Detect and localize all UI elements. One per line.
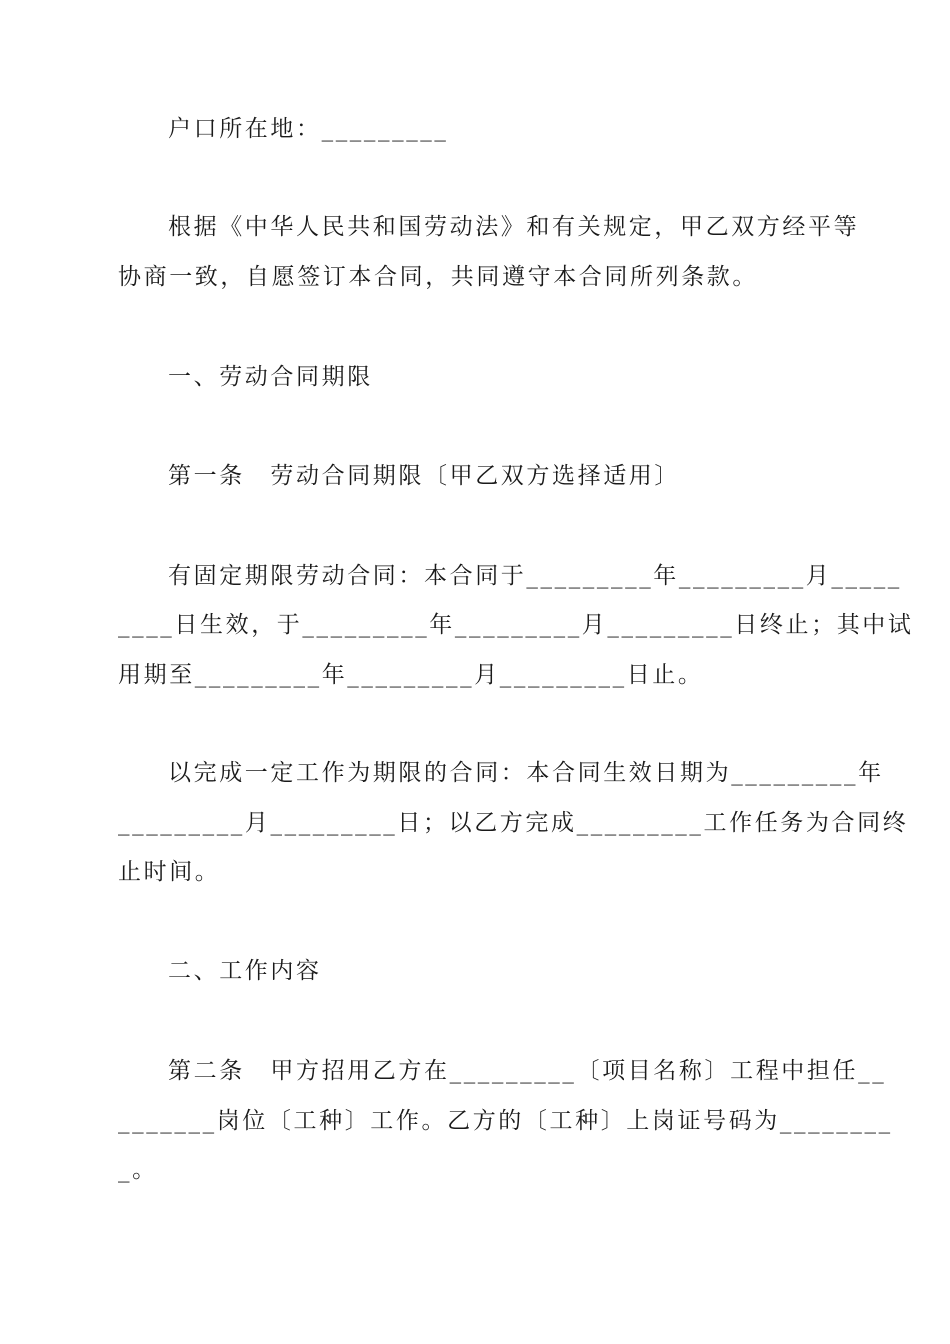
household-registration-line: 户口所在地：_________ <box>168 116 449 142</box>
article-1-heading: 第一条 劳动合同期限〔甲乙双方选择适用〕 <box>168 463 680 489</box>
task-term-line-2: _________月_________日；以乙方完成_________工作任务为合同终 <box>118 810 909 836</box>
task-term-line-3: 止时间。 <box>118 859 221 885</box>
article-2-line-1: 第二条 甲方招用乙方在_________〔项目名称〕工程中担任__ <box>168 1058 887 1084</box>
fixed-term-line-3: 用期至_________年_________月_________日止。 <box>118 662 704 688</box>
article-2-line-2: _______岗位〔工种〕工作。乙方的〔工种〕上岗证号码为________ <box>118 1108 893 1134</box>
section-1-heading: 一、劳动合同期限 <box>168 364 373 390</box>
preamble-line-1: 根据《中华人民共和国劳动法》和有关规定，甲乙双方经平等 <box>168 214 860 240</box>
task-term-line-1: 以完成一定工作为期限的合同：本合同生效日期为_________年 <box>168 760 884 786</box>
fixed-term-line-1: 有固定期限劳动合同：本合同于_________年_________月_____ <box>168 563 902 589</box>
preamble-line-2: 协商一致，自愿签订本合同，共同遵守本合同所列条款。 <box>118 264 758 290</box>
fixed-term-line-2: ____日生效，于_________年_________月_________日终止；其中试 <box>118 612 914 638</box>
section-2-heading: 二、工作内容 <box>168 958 322 984</box>
article-2-line-3: _。 <box>118 1157 158 1183</box>
